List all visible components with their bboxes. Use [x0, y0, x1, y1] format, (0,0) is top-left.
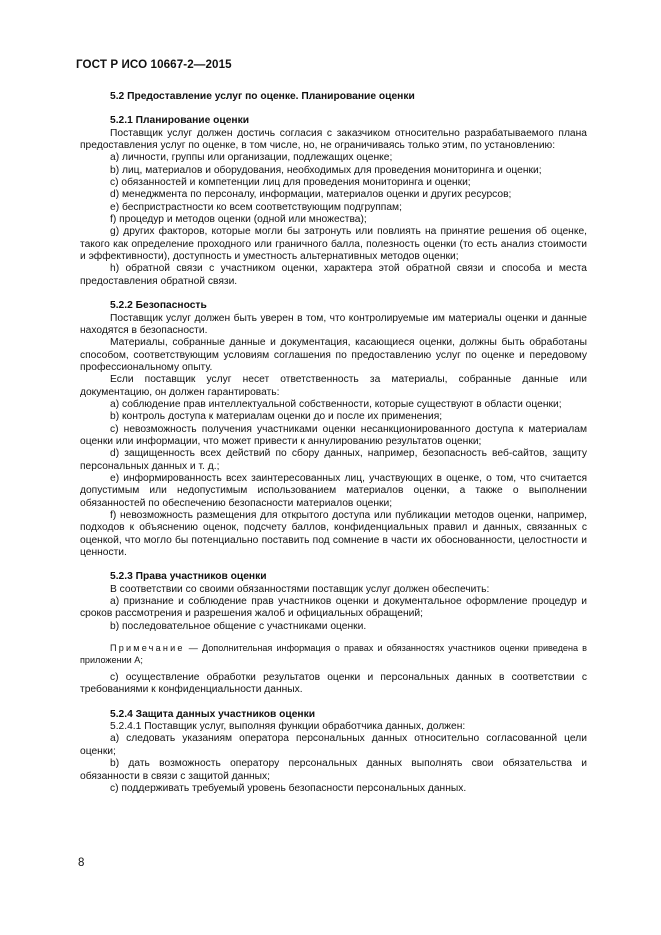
- paragraph: Если поставщик услуг несет ответственность за материалы, собранные данные или документацию, он должен гарантировать:: [80, 374, 587, 398]
- section-heading-5-2-2: 5.2.2 Безопасность: [110, 300, 207, 312]
- section-heading-5-2: 5.2 Предоставление услуг по оценке. Планирование оценки: [110, 91, 415, 102]
- section-heading-5-2-4: 5.2.4 Защита данных участников оценки: [110, 708, 316, 720]
- document-body: [80, 86, 587, 795]
- paragraph: 5.2.4.1 Поставщик услуг, выполняя функции обработчика данных, должен:: [110, 721, 466, 733]
- list-item: а) признание и соблюдение прав участников оценки и документальное оформление процедур и сроков рассмотрения и разрешения жалоб и официальных обращений;: [80, 596, 587, 620]
- section-heading-5-2-3: 5.2.3 Права участников оценки: [110, 571, 267, 583]
- note-label: Примечание: [110, 643, 185, 654]
- list-item: е) информированность всех заинтересованных лиц, участвующих в оценке, о том, что считается допустимым или недопустимым использованием материалов оценки, а также о выполнении обязанностей по обеспечению безопасности материалов оценки;: [80, 472, 587, 509]
- list-item: f) процедур и методов оценки (одной или множества);: [110, 214, 367, 226]
- list-item: а) следовать указаниям оператора персональных данных относительно согласованной цели оценки;: [80, 733, 587, 757]
- document-header: ГОСТ Р ИСО 10667-2—2015: [76, 58, 232, 71]
- paragraph: Материалы, собранные данные и документация, касающиеся оценки, должны быть обработаны способом, соответствующим условиям соглашения по предоставлению услуг по оценке и передовому профессиональному опыту.: [80, 337, 587, 373]
- list-item: b) лиц, материалов и оборудования, необходимых для проведения мониторинга и оценки;: [110, 164, 542, 176]
- page-number: 8: [78, 857, 85, 869]
- section-heading-5-2-1: 5.2.1 Планирование оценки: [110, 115, 250, 127]
- paragraph: Поставщик услуг должен быть уверен в том, что контролируемые им материалы оценки и данные находятся в безопасности.: [80, 312, 587, 336]
- list-item: b) последовательное общение с участниками оценки.: [110, 620, 367, 632]
- list-item: с) осуществление обработки результатов оценки и персональных данных в соответствии с требованиями к конфиденциальности данных.: [80, 672, 587, 696]
- list-item: b) дать возможность оператору персональных данных выполнять свои обязательства и обязанности в связи с защитой данных;: [80, 758, 587, 782]
- list-item: с) обязанностей и компетенции лиц для проведения мониторинга и оценки;: [110, 177, 471, 189]
- paragraph: Поставщик услуг должен достичь согласия с заказчиком относительно разрабатываемого плана предоставления услуг по оценке, в том числе, но, не ограничиваясь только этим, по установлению:: [80, 127, 587, 152]
- list-item: d) менеджмента по персоналу, информации, материалов оценки и других ресурсов;: [110, 189, 512, 201]
- note-text: — Дополнительная информация о правах и обязанностях участников оценки приведена в приложении А;: [80, 643, 587, 666]
- list-item: с) поддерживать требуемый уровень безопасности персональных данных.: [110, 782, 467, 794]
- list-item: g) других факторов, которые могли бы затронуть или повлиять на принятие решения об оценке, такого как определение проходного или граничного балла, полезность оценки (то есть анализ стоимости и эффективности), доступность и уместность альтернативных методов оценки;: [80, 226, 587, 263]
- paragraph: В соответствии со своими обязанностями поставщик услуг должен обеспечить:: [110, 583, 490, 595]
- list-item: е) беспристрастности ко всем соответствующим подгруппам;: [110, 201, 402, 213]
- list-item: h) обратной связи с участником оценки, характера этой обратной связи и способа и места предоставления обратной связи.: [80, 263, 587, 287]
- list-item: b) контроль доступа к материалам оценки до и после их применения;: [110, 411, 443, 423]
- note: [80, 642, 587, 666]
- list-item: с) невозможность получения участниками оценки несанкционированного доступа к материалам оценки или информации, что может привести к аннулированию результатов оценки;: [80, 423, 587, 447]
- list-item: d) защищенность всех действий по сбору данных, например, безопасность веб-сайтов, защиту персональных данных и т. д.;: [80, 448, 587, 472]
- list-item: а) соблюдение прав интеллектуальной собственности, которые существуют в области оценки;: [110, 398, 562, 410]
- list-item: а) личности, группы или организации, подлежащих оценке;: [110, 152, 393, 164]
- list-item: f) невозможность размещения для открытого доступа или публикации методов оценки, например, подходов к объяснению оценок, подсчету баллов, конфиденциальных правил и данных, связанных с оценкой, что могло бы потенциально поставить под сомнение в части их обоснованности, целостности и ценности.: [80, 510, 587, 559]
